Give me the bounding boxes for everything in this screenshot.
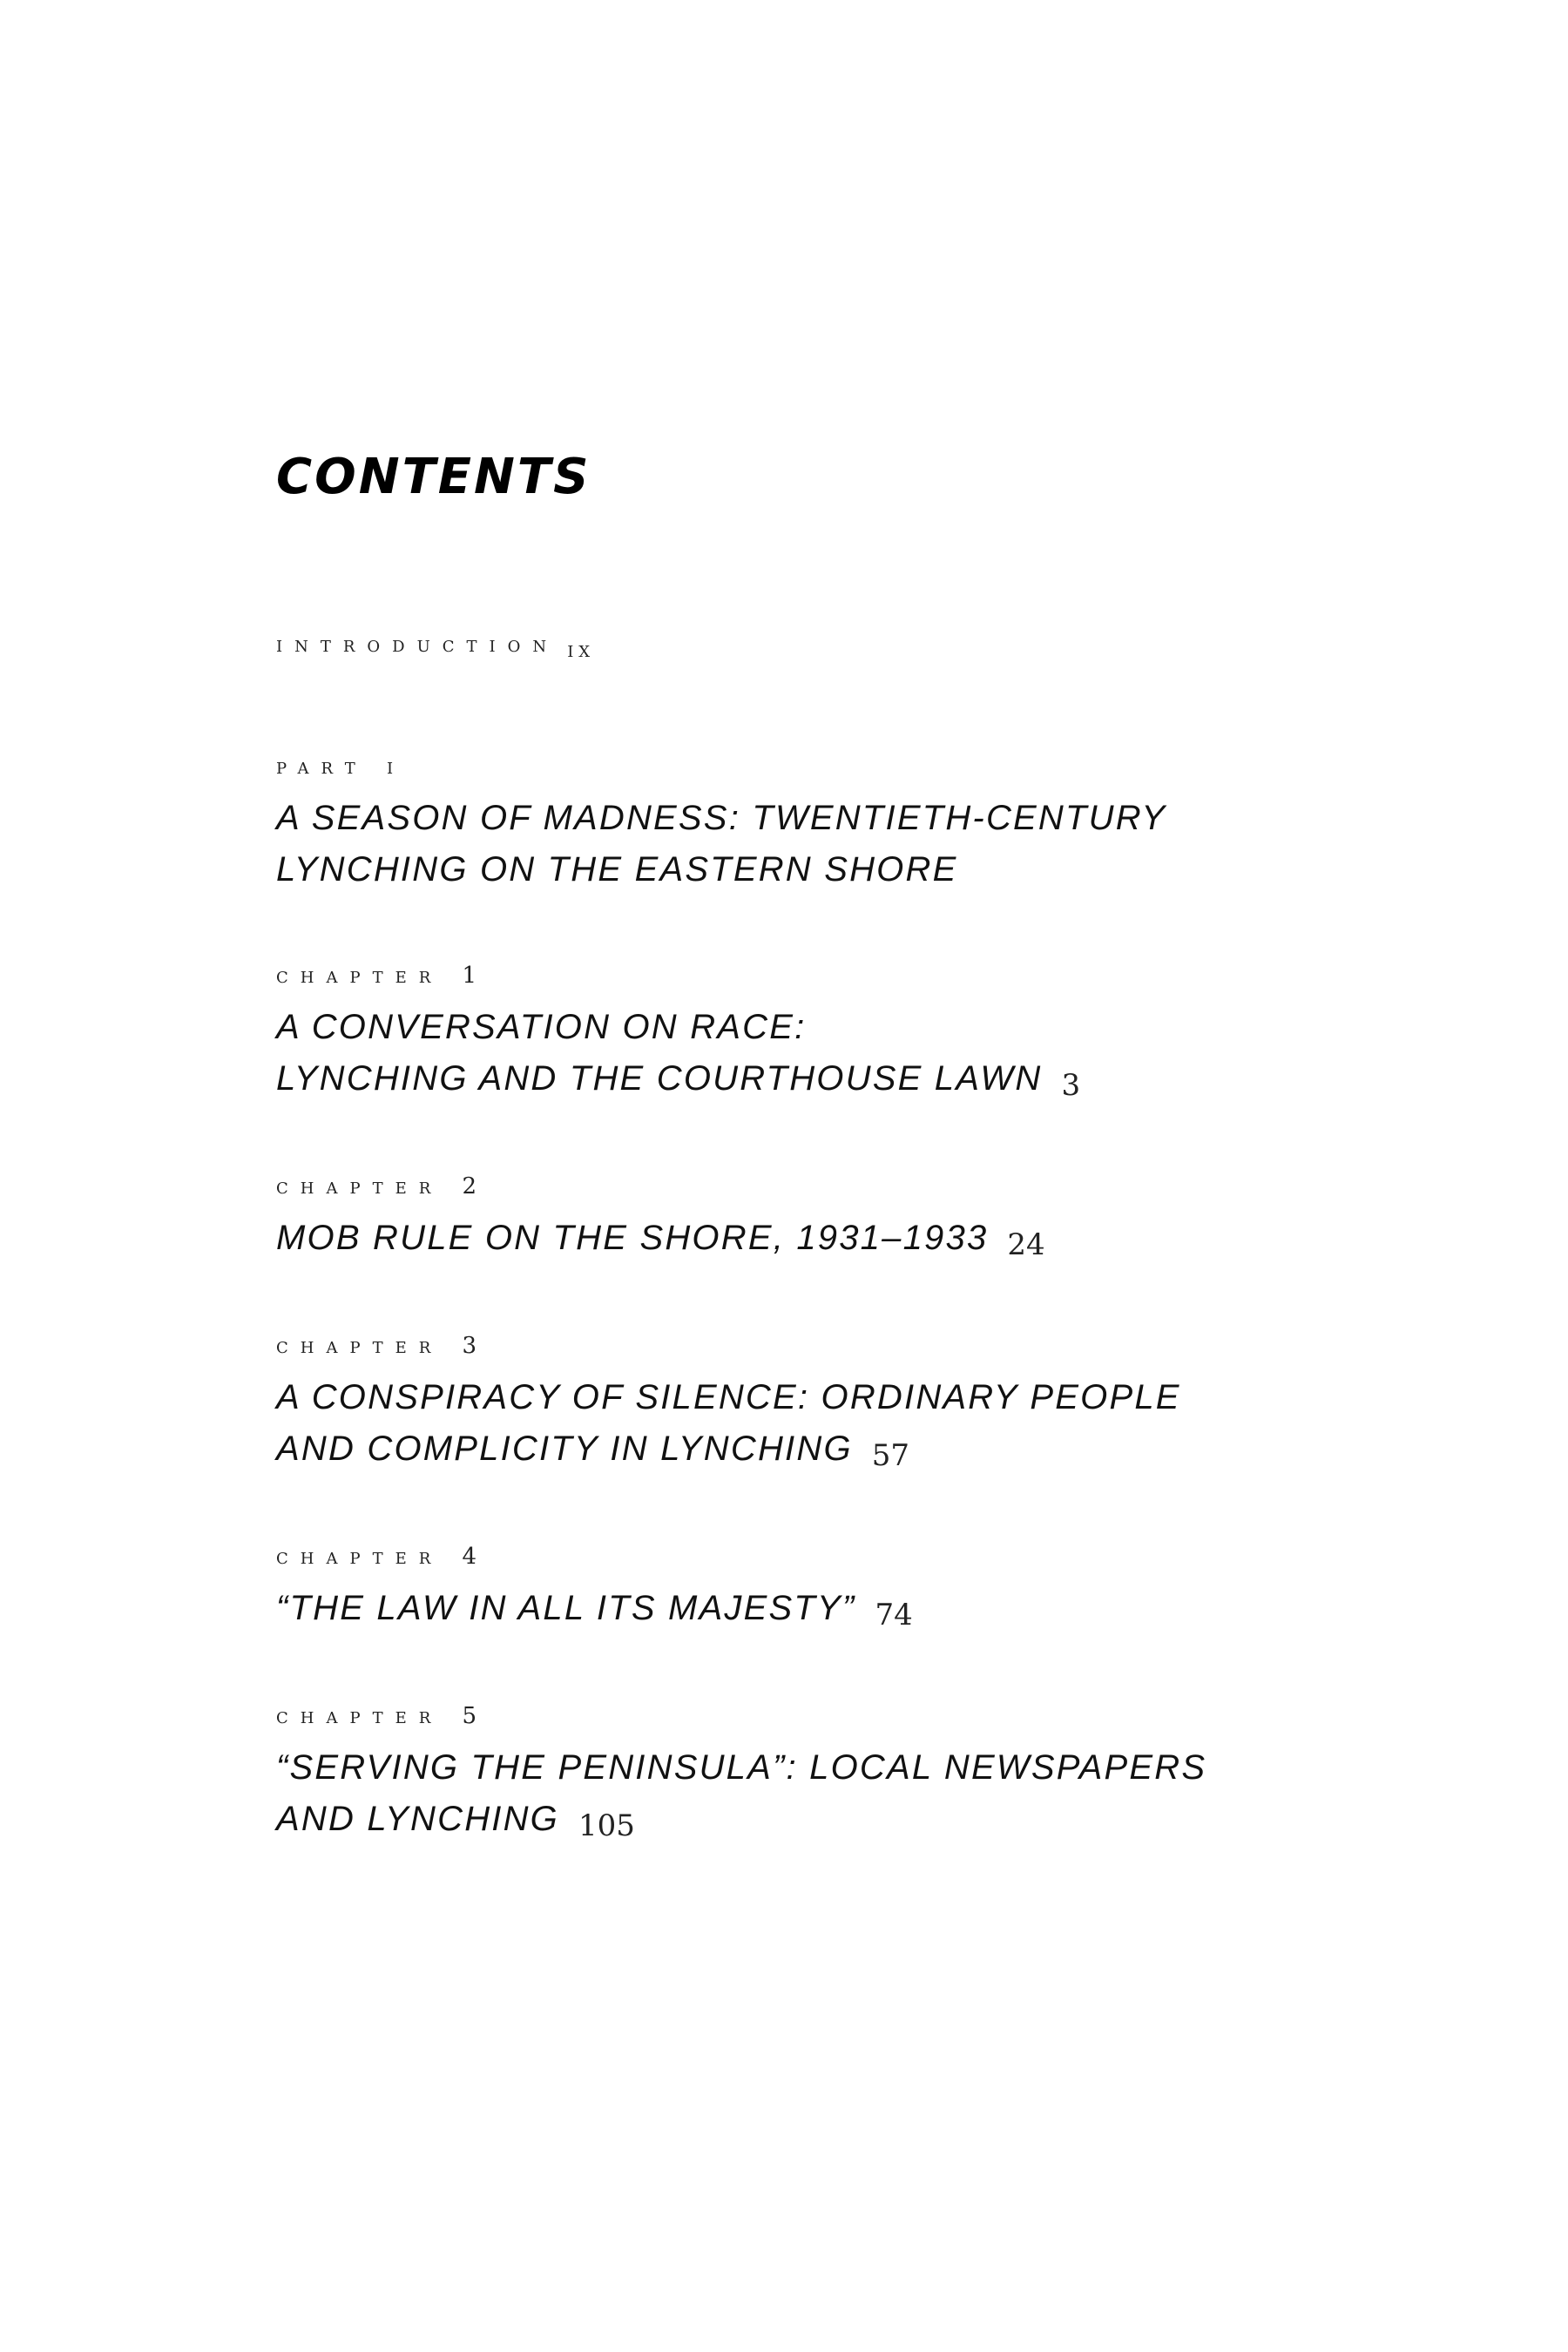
chapter-label: chapter 1 — [276, 963, 490, 989]
chapter-label: chapter 5 — [276, 1703, 490, 1729]
page-title: CONTENTS — [276, 449, 591, 505]
chapter-title-line: “THE LAW IN ALL ITS MAJESTY” — [276, 1589, 856, 1627]
chapter-page-number: 74 — [875, 1598, 913, 1632]
chapter-page-number: 3 — [1061, 1068, 1081, 1103]
chapter-label: chapter 3 — [276, 1333, 490, 1359]
part-title-line-2: LYNCHING ON THE EASTERN SHORE — [276, 850, 958, 889]
chapter-title-line: AND COMPLICITY IN LYNCHING — [276, 1429, 853, 1468]
toc-entry-chapter-3[interactable] — [276, 1328, 1496, 1477]
toc-entry-part-1[interactable] — [276, 749, 1496, 896]
chapter-page-number: 57 — [871, 1438, 910, 1473]
chapter-title-line: LYNCHING AND THE COURTHOUSE LAWN — [276, 1059, 1043, 1098]
chapter-title-line: A CONVERSATION ON RACE: — [276, 1008, 807, 1046]
introduction-label: introduction — [276, 632, 559, 658]
toc-entry-chapter-2[interactable] — [276, 1169, 1496, 1266]
chapter-title-line-with-page — [276, 1423, 1496, 1477]
chapter-title-line: AND LYNCHING — [276, 1800, 559, 1838]
chapter-title-line-with-page — [276, 1053, 1496, 1106]
toc-entry-introduction[interactable] — [276, 627, 1496, 679]
table-of-contents — [276, 627, 1496, 1909]
part-label: part i — [276, 754, 406, 780]
chapter-title-line: MOB RULE ON THE SHORE, 1931–1933 — [276, 1219, 989, 1257]
toc-entry-chapter-1[interactable] — [276, 958, 1496, 1106]
toc-entry-chapter-5[interactable] — [276, 1699, 1496, 1847]
chapter-title-line-with-page — [276, 1583, 1496, 1636]
chapter-title-line: A CONSPIRACY OF SILENCE: ORDINARY PEOPLE — [276, 1378, 1181, 1416]
chapter-label: chapter 4 — [276, 1544, 490, 1570]
chapter-label: chapter 2 — [276, 1173, 490, 1200]
chapter-page-number: 105 — [578, 1808, 635, 1843]
part-title-line-1: A SEASON OF MADNESS: TWENTIETH-CENTURY — [276, 799, 1167, 837]
toc-entry-chapter-4[interactable] — [276, 1539, 1496, 1636]
chapter-title-line: “SERVING THE PENINSULA”: LOCAL NEWSPAPERS — [276, 1748, 1207, 1787]
chapter-title-line-with-page — [276, 1213, 1496, 1266]
chapter-title-line-with-page — [276, 1794, 1496, 1847]
introduction-page-number: ix — [567, 637, 596, 663]
chapter-page-number: 24 — [1007, 1227, 1045, 1262]
